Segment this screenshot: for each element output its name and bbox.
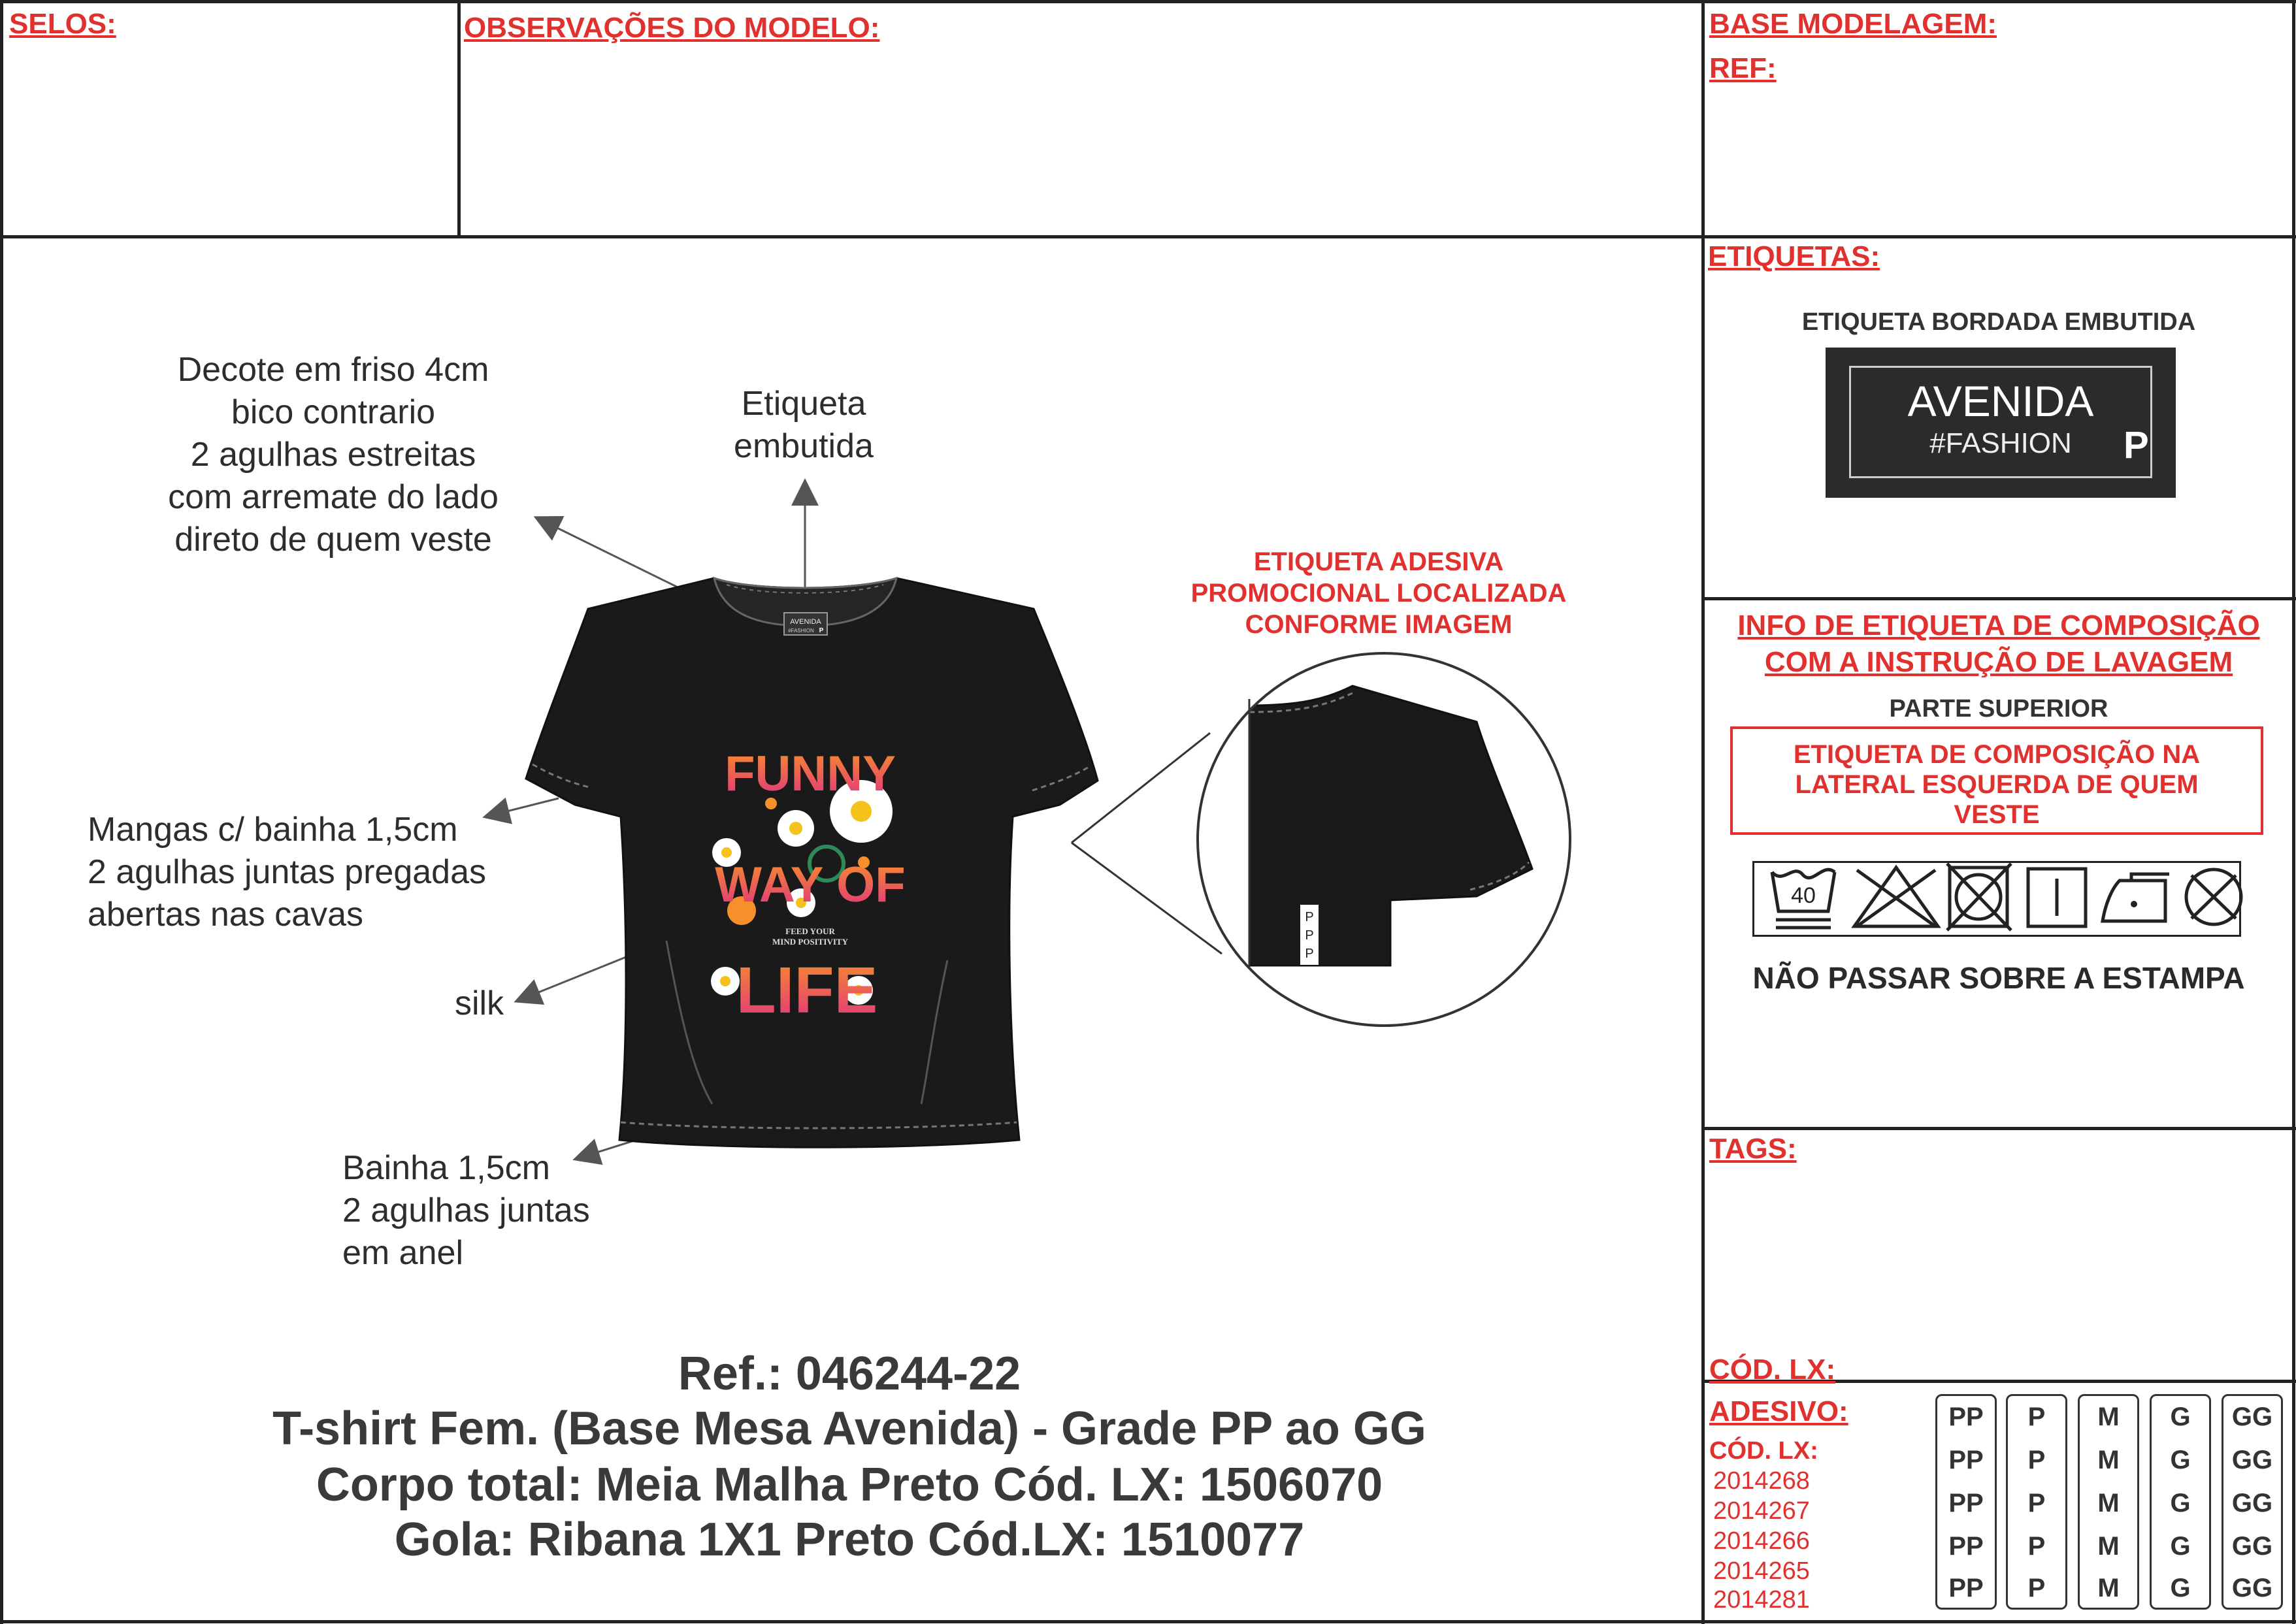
neck-label-brand: AVENIDA bbox=[790, 618, 821, 626]
zoom-tag-size-3: P bbox=[1305, 947, 1314, 961]
size-m-4: M bbox=[2097, 1532, 2120, 1561]
mangas-line-3: abertas nas cavas bbox=[88, 896, 364, 934]
composicao-box-line-3: VESTE bbox=[1954, 800, 2040, 829]
adesivo-cod-lx-label: CÓD. LX: bbox=[1709, 1437, 1818, 1465]
embroidered-sub: #FASHION bbox=[1929, 427, 2072, 459]
embroidered-brand: AVENIDA bbox=[1907, 377, 2094, 425]
wash-temp: 40 bbox=[1791, 883, 1816, 908]
size-p-4: P bbox=[2027, 1532, 2046, 1561]
composicao-title-line-2: COM A INSTRUÇÃO DE LAVAGEM bbox=[1764, 646, 2233, 678]
size-pp-1: PP bbox=[1948, 1403, 1984, 1431]
size-m-1: M bbox=[2097, 1403, 2120, 1431]
size-pp-5: PP bbox=[1948, 1574, 1984, 1602]
size-p-1: P bbox=[2027, 1403, 2046, 1431]
neck-label-size: P bbox=[819, 627, 824, 634]
care-warning: NÃO PASSAR SOBRE A ESTAMPA bbox=[1752, 961, 2245, 995]
bainha-line-3: em anel bbox=[342, 1234, 463, 1272]
selos-label: SELOS: bbox=[9, 8, 116, 40]
adesivo-code-3: 2014266 bbox=[1713, 1527, 1810, 1555]
adesivo-code-5: 2014281 bbox=[1713, 1586, 1810, 1614]
size-column-m bbox=[2078, 1394, 2139, 1610]
adesivo-code-4: 2014265 bbox=[1713, 1557, 1810, 1585]
size-column-g bbox=[2150, 1394, 2211, 1610]
size-m-2: M bbox=[2097, 1446, 2120, 1474]
size-gg-4: GG bbox=[2231, 1532, 2273, 1561]
product-ref: Ref.: 046244-22 bbox=[678, 1348, 1021, 1400]
adesiva-line-2: PROMOCIONAL LOCALIZADA bbox=[1190, 579, 1567, 608]
arrow-mangas bbox=[486, 798, 559, 817]
size-pp-2: PP bbox=[1948, 1446, 1984, 1474]
size-pp-3: PP bbox=[1948, 1489, 1984, 1518]
composicao-title bbox=[1701, 608, 2296, 681]
print-small-2: MIND POSITIVITY bbox=[772, 937, 848, 947]
print-line-2: WAY OF bbox=[715, 857, 906, 913]
parte-superior: PARTE SUPERIOR bbox=[1889, 695, 2108, 723]
product-gola: Gola: Ribana 1X1 Preto Cód.LX: 1510077 bbox=[394, 1514, 1305, 1566]
etiquetas-label: ETIQUETAS: bbox=[1708, 240, 1880, 272]
zoom-detail bbox=[1072, 653, 1570, 1026]
size-m-5: M bbox=[2097, 1574, 2120, 1602]
size-gg-1: GG bbox=[2231, 1403, 2273, 1431]
size-p-3: P bbox=[2027, 1489, 2046, 1518]
embroidered-label bbox=[1826, 348, 2176, 498]
care-symbols bbox=[1752, 861, 2241, 937]
embutida-line-2: embutida bbox=[734, 427, 874, 465]
adesivo-code-1: 2014268 bbox=[1713, 1467, 1810, 1495]
base-modelagem-label: BASE MODELAGEM: bbox=[1709, 8, 1997, 40]
size-m-3: M bbox=[2097, 1489, 2120, 1518]
size-gg-3: GG bbox=[2231, 1489, 2273, 1518]
decote-line-4: com arremate do lado bbox=[168, 478, 499, 516]
print-line-3: LIFE bbox=[736, 954, 878, 1027]
embroidered-size: P bbox=[2124, 424, 2149, 466]
decote-line-2: bico contrario bbox=[231, 393, 436, 431]
size-column-p bbox=[2006, 1394, 2067, 1610]
adesivo-code-2: 2014267 bbox=[1713, 1497, 1810, 1525]
size-g-5: G bbox=[2170, 1574, 2191, 1602]
decote-line-5: direto de quem veste bbox=[174, 521, 492, 559]
composicao-box-line-2: LATERAL ESQUERDA DE QUEM bbox=[1795, 770, 2199, 799]
product-corpo: Corpo total: Meia Malha Preto Cód. LX: 1506070 bbox=[316, 1459, 1383, 1511]
observacoes-label: OBSERVAÇÕES DO MODELO: bbox=[464, 12, 880, 44]
bainha-line-1: Bainha 1,5cm bbox=[342, 1149, 550, 1187]
tags-cod-lx-label: CÓD. LX: bbox=[1709, 1354, 1836, 1386]
zoom-tag-size-2: P bbox=[1305, 928, 1314, 943]
size-column-gg bbox=[2222, 1394, 2283, 1610]
adesivo-label: ADESIVO: bbox=[1709, 1395, 1848, 1427]
size-g-4: G bbox=[2170, 1532, 2191, 1561]
size-gg-2: GG bbox=[2231, 1446, 2273, 1474]
neck-label-sub: #FASHION bbox=[788, 628, 814, 634]
decote-line-3: 2 agulhas estreitas bbox=[190, 436, 476, 474]
adesiva-line-3: CONFORME IMAGEM bbox=[1245, 610, 1513, 639]
size-g-2: G bbox=[2170, 1446, 2191, 1474]
composicao-title-line-1: INFO DE ETIQUETA DE COMPOSIÇÃO bbox=[1737, 609, 2260, 641]
etiqueta-bordada-subtitle: ETIQUETA BORDADA EMBUTIDA bbox=[1801, 308, 2196, 336]
bainha-line-2: 2 agulhas juntas bbox=[342, 1192, 590, 1229]
size-g-1: G bbox=[2170, 1403, 2191, 1431]
mangas-line-2: 2 agulhas juntas pregadas bbox=[88, 853, 487, 891]
silk-note: silk bbox=[455, 984, 504, 1022]
decote-line-1: Decote em friso 4cm bbox=[177, 351, 489, 389]
size-g-3: G bbox=[2170, 1489, 2191, 1518]
embutida-line-1: Etiqueta bbox=[741, 385, 866, 423]
size-pp-4: PP bbox=[1948, 1532, 1984, 1561]
composicao-box-text bbox=[1733, 739, 2261, 830]
composicao-box-line-1: ETIQUETA DE COMPOSIÇÃO NA bbox=[1793, 740, 2201, 769]
print-small-1: FEED YOUR bbox=[785, 926, 835, 936]
size-gg-5: GG bbox=[2231, 1574, 2273, 1602]
ref-label: REF: bbox=[1709, 52, 1777, 84]
size-p-5: P bbox=[2027, 1574, 2046, 1602]
adesiva-line-1: ETIQUETA ADESIVA bbox=[1253, 547, 1504, 576]
size-column-pp bbox=[1935, 1394, 1997, 1610]
zoom-tag-size-1: P bbox=[1305, 910, 1314, 924]
product-description: T-shirt Fem. (Base Mesa Avenida) - Grade PP ao GG bbox=[272, 1403, 1426, 1455]
print-line-1: FUNNY bbox=[725, 746, 896, 802]
tags-label: TAGS: bbox=[1709, 1133, 1797, 1165]
size-p-2: P bbox=[2027, 1446, 2046, 1474]
composicao-box bbox=[1730, 726, 2263, 835]
mangas-line-1: Mangas c/ bainha 1,5cm bbox=[88, 811, 458, 849]
